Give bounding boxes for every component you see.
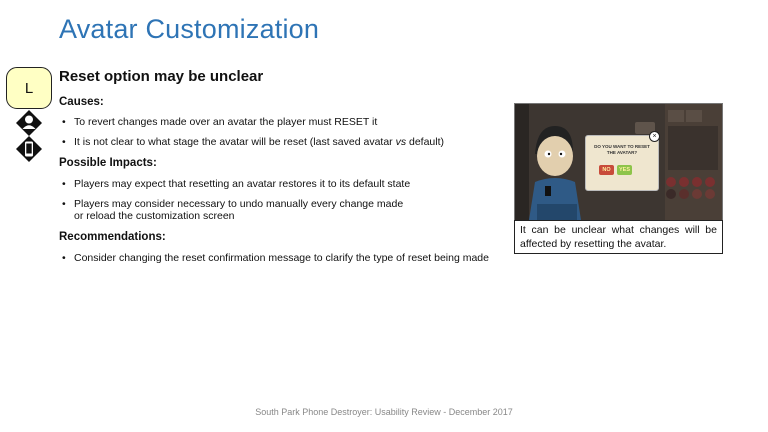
impacts-heading: Possible Impacts: <box>59 157 157 169</box>
dialog-question: DO YOU WANT TO RESET THE AVATAR? <box>594 144 650 155</box>
issue-heading: Reset option may be unclear <box>59 68 264 85</box>
close-icon[interactable]: × <box>649 131 660 142</box>
impact-item <box>74 198 504 222</box>
no-button[interactable]: NO <box>599 165 614 175</box>
person-icon <box>16 110 42 136</box>
recommendations-heading: Recommendations: <box>59 231 166 243</box>
cause-item: • It is not clear to what stage the avatar will be reset (last saved avatar vs default) <box>74 136 504 148</box>
screenshot-caption: It can be unclear what changes will be affected by resetting the avatar. <box>514 220 723 254</box>
phone-icon <box>16 136 42 162</box>
yes-button[interactable]: YES <box>618 167 630 173</box>
game-screenshot <box>514 103 723 221</box>
severity-badge <box>6 67 52 109</box>
impact-item: • Players may expect that resetting an avatar restores it to its default state <box>74 178 504 190</box>
reset-dialog <box>585 135 659 191</box>
cause-item: • To revert changes made over an avatar the player must RESET it <box>74 116 504 128</box>
slide-title: Avatar Customization <box>59 14 320 44</box>
severity-label: L <box>24 79 34 97</box>
causes-heading: Causes: <box>59 96 104 108</box>
slide-footer: South Park Phone Destroyer: Usability Review - December 2017 <box>255 407 513 417</box>
impact-line: or reload the customization screen <box>74 210 235 222</box>
impact-line: Players may consider necessary to undo manually every change made <box>74 198 404 210</box>
recommendation-item: • Consider changing the reset confirmation message to clarify the type of reset being made <box>74 252 504 264</box>
